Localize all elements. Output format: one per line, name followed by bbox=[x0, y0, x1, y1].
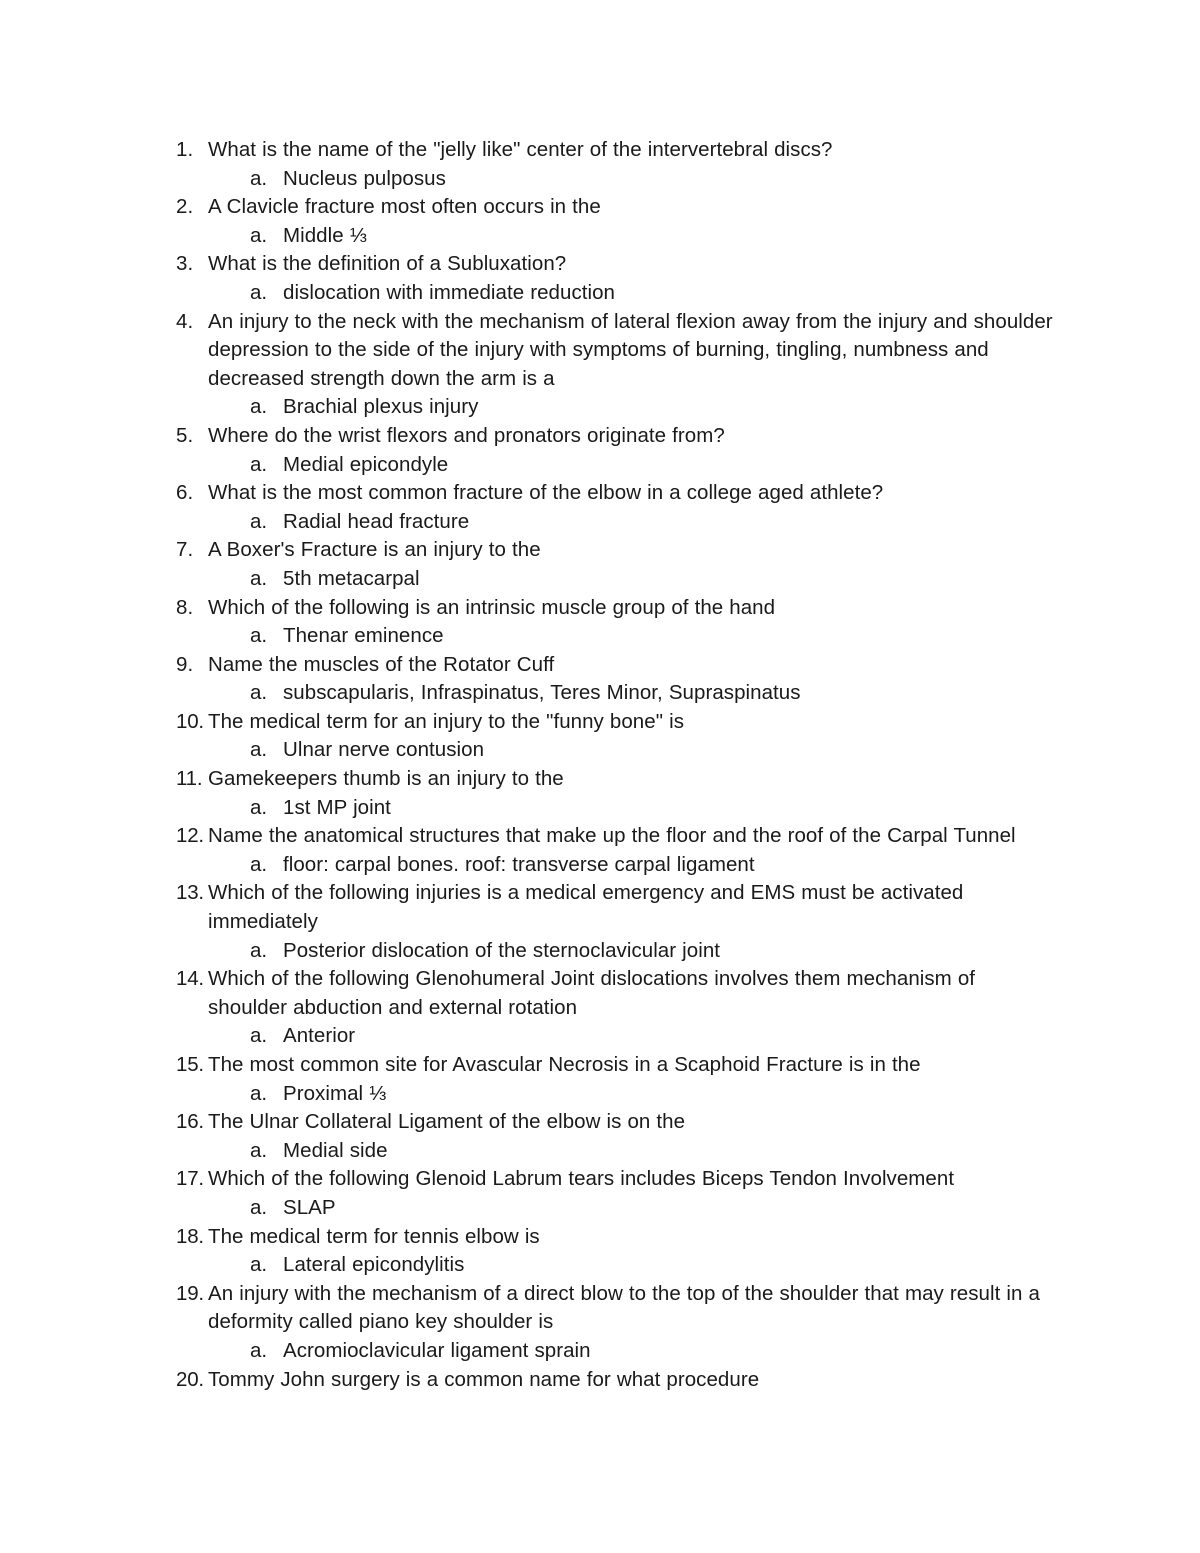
question-text: A Clavicle fracture most often occurs in the bbox=[208, 195, 601, 219]
question-text: The medical term for tennis elbow is bbox=[208, 1224, 540, 1248]
question-item bbox=[176, 765, 1060, 794]
answer-letter: a. bbox=[250, 738, 268, 762]
question-number: 16. bbox=[176, 1110, 204, 1134]
answer-item bbox=[176, 279, 1060, 308]
answer-item bbox=[176, 937, 1060, 966]
answer-text: floor: carpal bones. roof: transverse carpal ligament bbox=[283, 852, 755, 876]
question-number: 7. bbox=[176, 538, 194, 562]
answer-item bbox=[176, 565, 1060, 594]
question-number: 5. bbox=[176, 423, 194, 447]
answer-text: 5th metacarpal bbox=[283, 566, 420, 590]
answer-letter: a. bbox=[250, 1195, 268, 1219]
question-item bbox=[176, 1108, 1060, 1137]
question-text: Which of the following Glenoid Labrum tears includes Biceps Tendon Involvement bbox=[208, 1167, 955, 1191]
answer-item bbox=[176, 1337, 1060, 1366]
question-number: 9. bbox=[176, 652, 194, 676]
answer-text: Lateral epicondylitis bbox=[283, 1253, 465, 1277]
question-item bbox=[176, 250, 1060, 279]
question-item bbox=[176, 193, 1060, 222]
question-number: 17. bbox=[176, 1167, 204, 1191]
question-text: Tommy John surgery is a common name for what procedure bbox=[208, 1367, 760, 1391]
question-item bbox=[176, 879, 1060, 936]
answer-letter: a. bbox=[250, 938, 268, 962]
answer-letter: a. bbox=[250, 452, 268, 476]
answer-item bbox=[176, 736, 1060, 765]
answer-item bbox=[176, 393, 1060, 422]
answer-letter: a. bbox=[250, 1138, 268, 1162]
question-text: What is the name of the "jelly like" center of the intervertebral discs? bbox=[208, 138, 833, 161]
question-text: Which of the following injuries is a medical emergency and EMS must be activated immediately bbox=[208, 881, 964, 934]
question-text: A Boxer's Fracture is an injury to the bbox=[208, 538, 541, 562]
answer-text: Medial side bbox=[283, 1138, 388, 1162]
question-number: 13. bbox=[176, 881, 204, 905]
question-number: 10. bbox=[176, 709, 204, 733]
answer-text: Posterior dislocation of the sternoclavicular joint bbox=[283, 938, 721, 962]
answer-item bbox=[176, 679, 1060, 708]
answer-text: subscapularis, Infraspinatus, Teres Minor, Supraspinatus bbox=[283, 681, 801, 705]
question-text: Where do the wrist flexors and pronators originate from? bbox=[208, 423, 725, 447]
answer-item bbox=[176, 451, 1060, 480]
answer-text: Acromioclavicular ligament sprain bbox=[283, 1338, 591, 1362]
question-number: 14. bbox=[176, 967, 204, 991]
question-number: 19. bbox=[176, 1281, 204, 1305]
question-item bbox=[176, 479, 1060, 508]
answer-letter: a. bbox=[250, 1338, 268, 1362]
question-text: What is the most common fracture of the elbow in a college aged athlete? bbox=[208, 481, 884, 505]
question-text: Name the anatomical structures that make up the floor and the roof of the Carpal Tunnel bbox=[208, 824, 1016, 848]
answer-text: Brachial plexus injury bbox=[283, 395, 479, 419]
question-item bbox=[176, 1366, 1060, 1395]
answer-text: Thenar eminence bbox=[283, 624, 444, 648]
question-number: 3. bbox=[176, 252, 194, 276]
answer-item bbox=[176, 508, 1060, 537]
answer-letter: a. bbox=[250, 681, 268, 705]
answer-text: dislocation with immediate reduction bbox=[283, 280, 616, 304]
answer-item bbox=[176, 1022, 1060, 1051]
answer-letter: a. bbox=[250, 223, 268, 247]
answer-item bbox=[176, 222, 1060, 251]
question-item bbox=[176, 965, 1060, 1022]
question-item bbox=[176, 1051, 1060, 1080]
question-number: 8. bbox=[176, 595, 194, 619]
question-item bbox=[176, 1280, 1060, 1337]
answer-letter: a. bbox=[250, 280, 268, 304]
question-list bbox=[176, 136, 1060, 1394]
question-number: 6. bbox=[176, 481, 194, 505]
question-text: An injury to the neck with the mechanism of lateral flexion away from the injury and shoulder depression to the side of the injury with symptoms of burning, tingling, numbness and decreased strength down the arm is a bbox=[208, 309, 1053, 390]
answer-letter: a. bbox=[250, 1081, 268, 1105]
question-text: Which of the following Glenohumeral Joint dislocations involves them mechanism of shoulder abduction and external rotation bbox=[208, 967, 976, 1019]
question-number: 15. bbox=[176, 1053, 204, 1076]
question-text: Which of the following is an intrinsic muscle group of the hand bbox=[208, 595, 776, 619]
question-item bbox=[176, 651, 1060, 680]
answer-letter: a. bbox=[250, 1024, 268, 1048]
question-item bbox=[176, 594, 1060, 623]
answer-item bbox=[176, 622, 1060, 651]
question-text: The medical term for an injury to the "funny bone" is bbox=[208, 709, 684, 733]
question-number: 2. bbox=[176, 195, 194, 219]
answer-text: Radial head fracture bbox=[283, 509, 470, 533]
answer-text: Ulnar nerve contusion bbox=[283, 738, 485, 762]
question-item bbox=[176, 822, 1060, 851]
question-number: 12. bbox=[176, 824, 204, 848]
answer-text: Anterior bbox=[283, 1024, 356, 1048]
answer-letter: a. bbox=[250, 166, 268, 190]
answer-letter: a. bbox=[250, 624, 268, 648]
answer-letter: a. bbox=[250, 852, 268, 876]
answer-item bbox=[176, 1137, 1060, 1166]
question-item bbox=[176, 136, 1060, 165]
question-item bbox=[176, 308, 1060, 394]
question-text: The most common site for Avascular Necrosis in a Scaphoid Fracture is in the bbox=[208, 1053, 921, 1076]
answer-item bbox=[176, 1251, 1060, 1280]
question-item bbox=[176, 1223, 1060, 1252]
question-item bbox=[176, 708, 1060, 737]
answer-text: 1st MP joint bbox=[283, 795, 391, 819]
answer-item bbox=[176, 1080, 1060, 1109]
answer-letter: a. bbox=[250, 395, 268, 419]
answer-text: Proximal ⅓ bbox=[283, 1081, 387, 1105]
answer-item bbox=[176, 851, 1060, 880]
answer-text: SLAP bbox=[283, 1195, 336, 1219]
answer-letter: a. bbox=[250, 795, 268, 819]
question-text: Gamekeepers thumb is an injury to the bbox=[208, 767, 564, 791]
answer-item bbox=[176, 1194, 1060, 1223]
question-text: Name the muscles of the Rotator Cuff bbox=[208, 652, 555, 676]
question-text: What is the definition of a Subluxation? bbox=[208, 252, 567, 276]
question-text: An injury with the mechanism of a direct blow to the top of the shoulder that may result in a deformity called piano key shoulder is bbox=[208, 1281, 1040, 1334]
question-item bbox=[176, 536, 1060, 565]
question-number: 1. bbox=[176, 138, 194, 161]
question-number: 20. bbox=[176, 1367, 204, 1391]
question-number: 4. bbox=[176, 309, 194, 333]
answer-item bbox=[176, 165, 1060, 194]
answer-letter: a. bbox=[250, 566, 268, 590]
question-text: The Ulnar Collateral Ligament of the elbow is on the bbox=[208, 1110, 686, 1134]
answer-item bbox=[176, 794, 1060, 823]
question-number: 11. bbox=[176, 767, 203, 791]
question-item bbox=[176, 422, 1060, 451]
answer-letter: a. bbox=[250, 1253, 268, 1277]
answer-text: Nucleus pulposus bbox=[283, 166, 446, 190]
answer-text: Middle ⅓ bbox=[283, 223, 367, 247]
answer-text: Medial epicondyle bbox=[283, 452, 449, 476]
question-number: 18. bbox=[176, 1224, 204, 1248]
question-item bbox=[176, 1165, 1060, 1194]
answer-letter: a. bbox=[250, 509, 268, 533]
